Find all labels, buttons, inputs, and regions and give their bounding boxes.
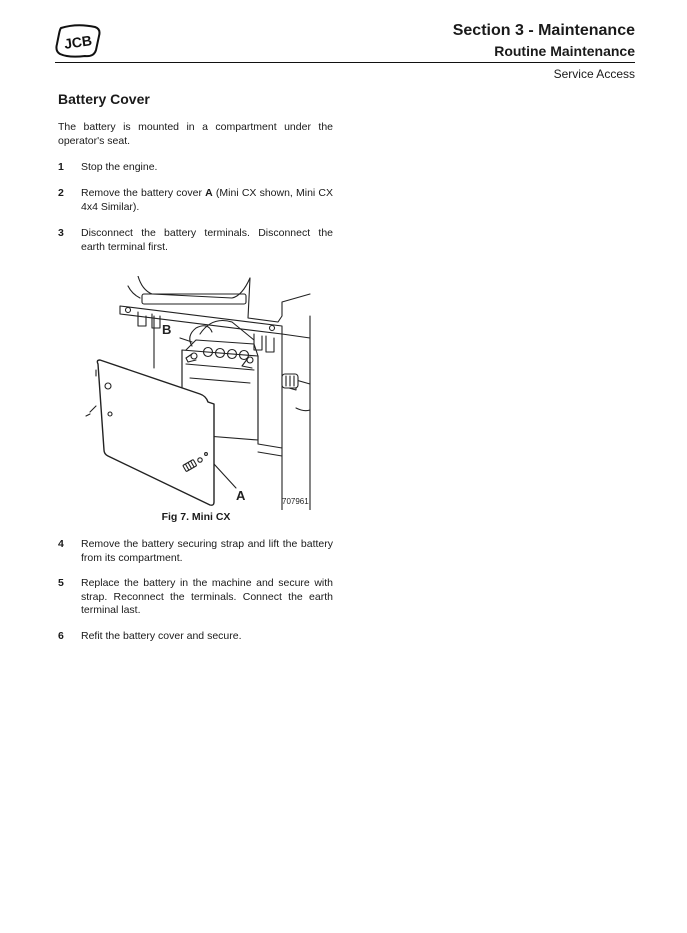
step-text: Refit the battery cover and secure. <box>81 630 242 642</box>
step-number: 2 <box>58 187 64 199</box>
step-text: Remove the battery securing strap and lift the battery from its compartment. <box>81 538 333 564</box>
step-text: Stop the engine. <box>81 161 158 173</box>
logo-text: JCB <box>63 32 93 52</box>
callout-a-label: A <box>236 488 246 503</box>
step-text: Replace the battery in the machine and secure with strap. Reconnect the terminals. Connect the earth terminal last. <box>81 577 333 616</box>
jcb-logo <box>55 24 101 58</box>
section-title: Section 3 - Maintenance <box>452 22 635 39</box>
callout-b-label: B <box>162 322 172 337</box>
part-reference: A <box>205 187 213 199</box>
subsection-title: Routine Maintenance <box>494 43 635 59</box>
drawing-number: 707961 <box>282 497 309 506</box>
step-number: 3 <box>58 227 64 239</box>
step-number: 6 <box>58 630 64 642</box>
topic-title: Service Access <box>553 67 635 81</box>
step-number: 1 <box>58 161 64 173</box>
intro-paragraph: The battery is mounted in a compartment under the operator's seat. <box>58 121 333 147</box>
battery-cover-illustration <box>82 276 314 510</box>
figure-caption: Fig 7. Mini CX <box>161 511 231 523</box>
header-divider <box>55 62 635 63</box>
page-heading: Battery Cover <box>58 91 150 107</box>
step-number: 4 <box>58 538 64 550</box>
step-text: Disconnect the battery terminals. Disconnect the earth terminal first. <box>81 227 333 253</box>
step-number: 5 <box>58 577 64 589</box>
step-text: Remove the battery cover A (Mini CX shown, Mini CX 4x4 Similar). <box>81 187 334 213</box>
